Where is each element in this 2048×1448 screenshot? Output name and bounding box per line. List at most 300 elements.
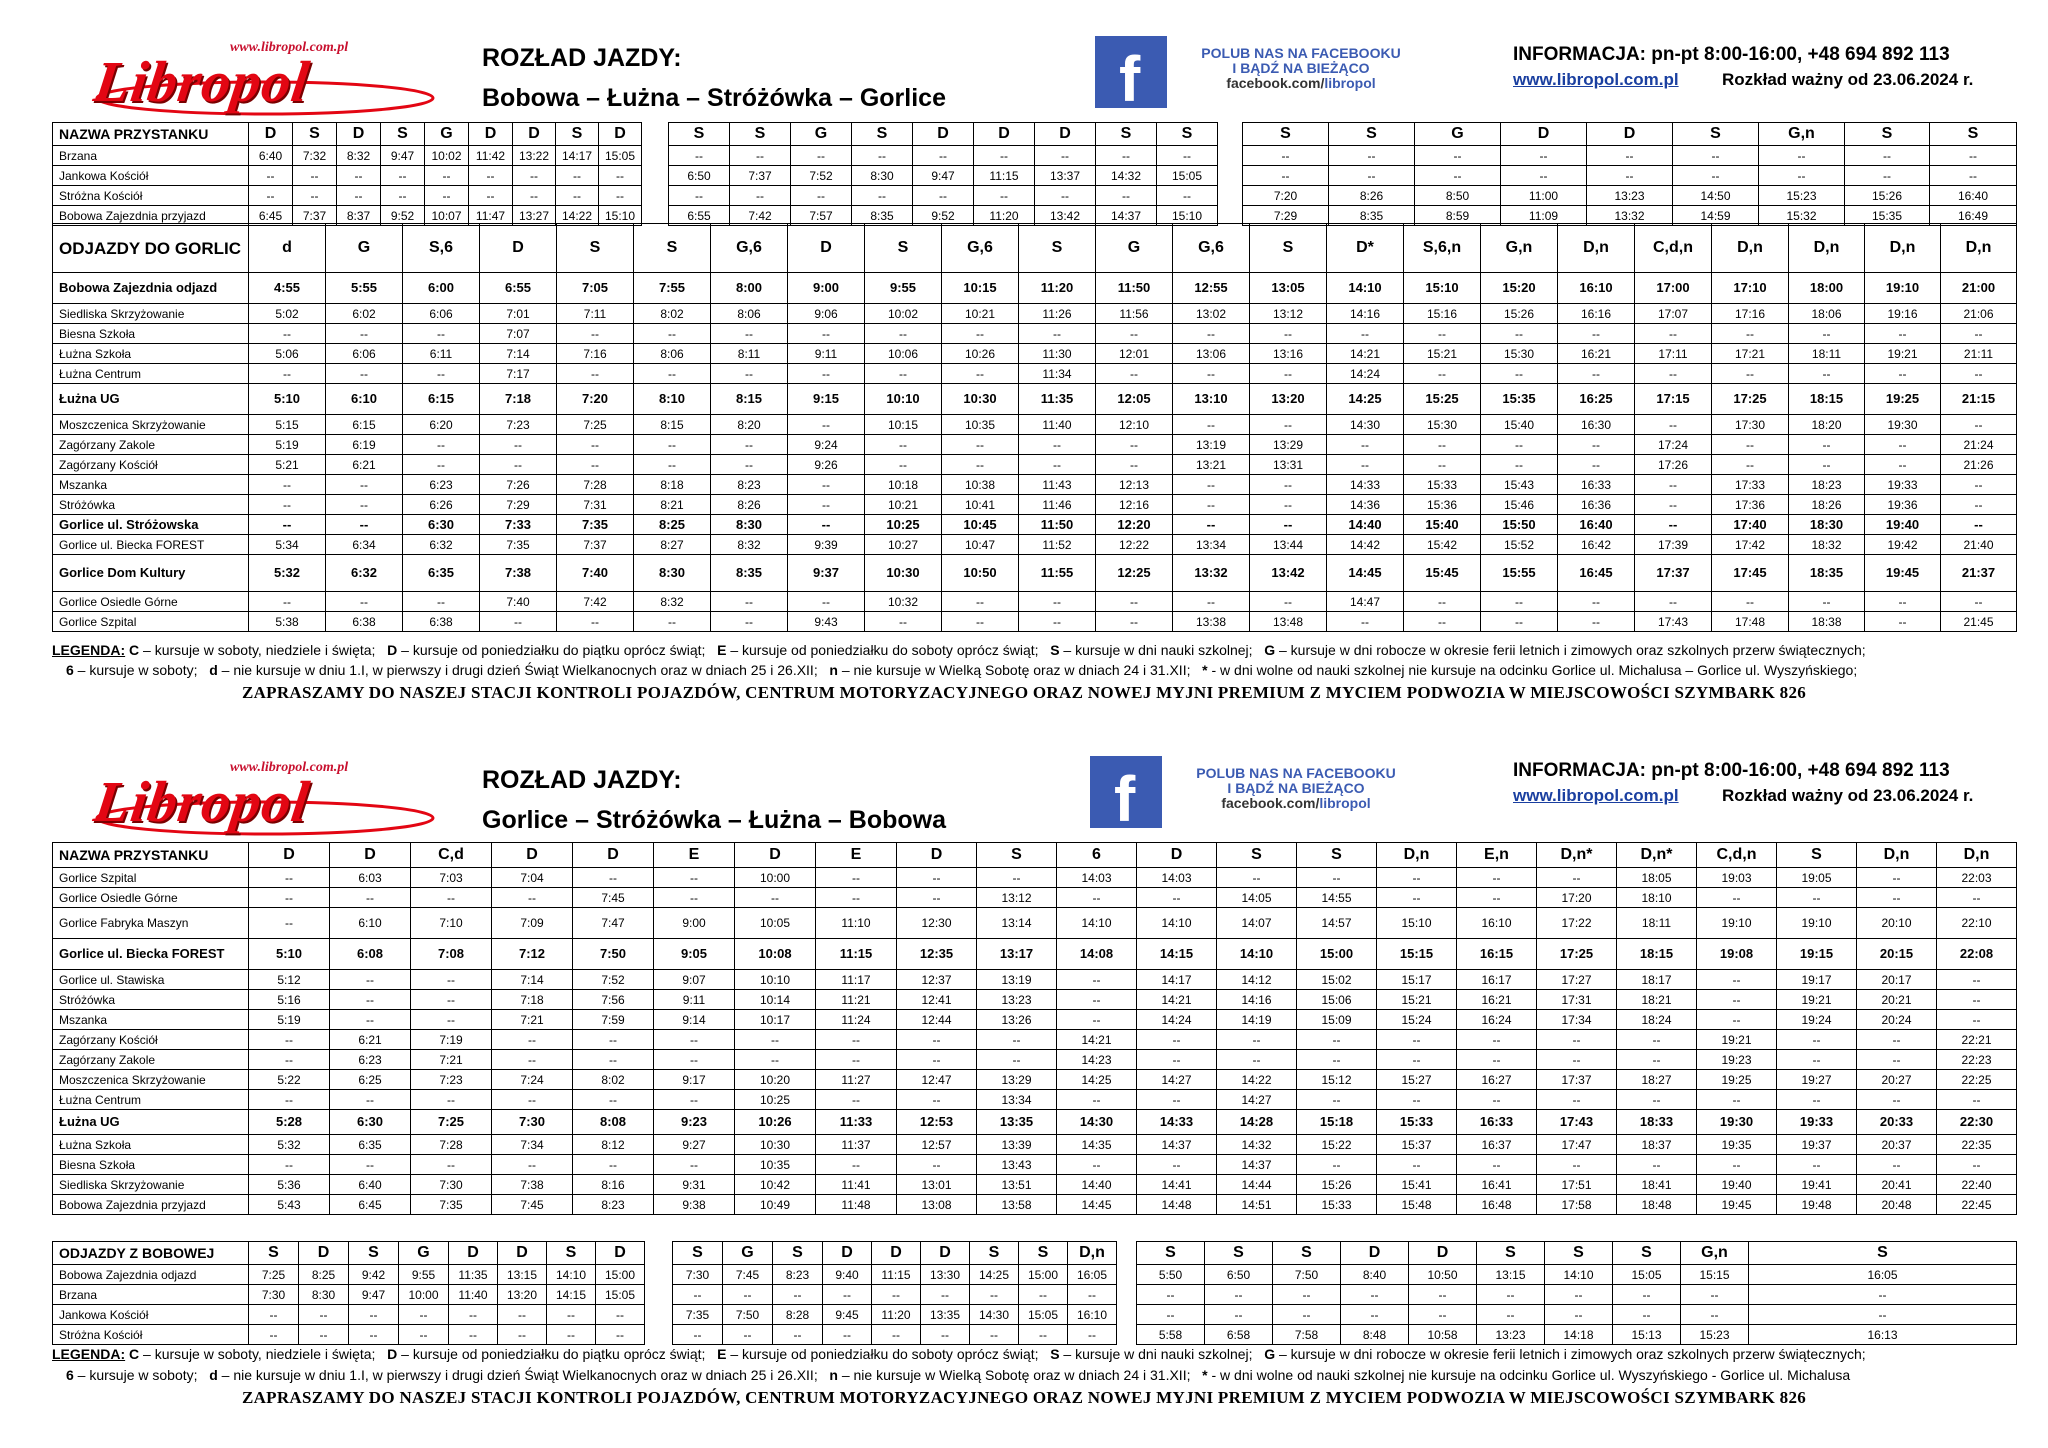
column-gap (642, 186, 669, 206)
departure-time: -- (1712, 364, 1789, 384)
departure-time: -- (349, 1325, 399, 1345)
departure-time: 9:00 (788, 273, 865, 304)
course-code: D,n (1712, 224, 1789, 273)
departure-time: 14:25 (1057, 1070, 1137, 1090)
departure-time: -- (1457, 1030, 1537, 1050)
departure-time: -- (1250, 475, 1327, 495)
departure-time: -- (654, 1155, 735, 1175)
departure-time: 9:26 (788, 455, 865, 475)
timetable-top-section (52, 122, 2017, 226)
departure-time: -- (1096, 592, 1173, 612)
stop-name: Gorlice ul. Stawiska (53, 970, 249, 990)
departure-time: 12:01 (1096, 344, 1173, 364)
departure-time: -- (249, 495, 326, 515)
table-row (53, 868, 2017, 888)
departure-time: 11:50 (1096, 273, 1173, 304)
header-row (53, 224, 2017, 273)
departure-time: 15:02 (1297, 970, 1377, 990)
departure-time: 7:12 (492, 939, 573, 970)
departure-time: 10:21 (865, 495, 942, 515)
departure-time: -- (673, 1285, 723, 1305)
departure-time: 14:24 (1137, 1010, 1217, 1030)
stop-name: Siedliska Skrzyżowanie (53, 304, 249, 324)
departure-time: -- (1712, 592, 1789, 612)
departure-time: -- (823, 1325, 872, 1345)
departure-time: 15:41 (1377, 1175, 1457, 1195)
departure-time: 20:21 (1857, 990, 1937, 1010)
departure-time: 17:31 (1537, 990, 1617, 1010)
departure-time: -- (1019, 324, 1096, 344)
departure-time: -- (1712, 455, 1789, 475)
departure-time: 15:15 (1681, 1265, 1749, 1285)
departure-time: 14:10 (1217, 939, 1297, 970)
departure-time: 8:25 (634, 515, 711, 535)
departure-time: 7:20 (1243, 186, 1329, 206)
departure-time: 15:35 (1845, 206, 1930, 226)
departure-time: -- (1777, 1090, 1857, 1110)
departure-time: 8:02 (634, 304, 711, 324)
departure-time: 6:06 (326, 344, 403, 364)
departure-time: 12:10 (1096, 415, 1173, 435)
departure-time: -- (492, 888, 573, 908)
course-code: E,n (1457, 843, 1537, 868)
departure-time: -- (249, 1325, 299, 1345)
departure-time: 7:45 (492, 1195, 573, 1215)
departure-time: -- (735, 888, 816, 908)
departure-time: 13:34 (977, 1090, 1057, 1110)
departure-time: -- (942, 592, 1019, 612)
stop-name: Zagórzany Kościół (53, 455, 249, 475)
facebook-banner[interactable] (1090, 756, 1420, 835)
departure-time: 14:24 (1327, 364, 1404, 384)
header-row (53, 843, 2017, 868)
departure-time: -- (1857, 1050, 1937, 1070)
departure-time: -- (711, 455, 788, 475)
departure-time: -- (1613, 1305, 1681, 1325)
departure-time: 5:16 (249, 990, 330, 1010)
course-code: S (977, 843, 1057, 868)
course-code: D* (1327, 224, 1404, 273)
departure-time: -- (634, 455, 711, 475)
departure-time: 11:52 (1019, 535, 1096, 555)
departure-time: -- (1217, 1050, 1297, 1070)
departure-time: 18:33 (1617, 1110, 1697, 1135)
departure-time: -- (1617, 1155, 1697, 1175)
course-code: D,n* (1537, 843, 1617, 868)
course-code: D (330, 843, 411, 868)
departure-time: 17:40 (1712, 515, 1789, 535)
departure-time: 18:10 (1617, 888, 1697, 908)
departure-time: 16:33 (1457, 1110, 1537, 1135)
departure-time: 9:52 (381, 206, 425, 226)
departure-time: -- (1096, 146, 1157, 166)
departure-time: -- (669, 146, 730, 166)
departure-time: 19:33 (1777, 1110, 1857, 1135)
departure-time: -- (788, 324, 865, 344)
departure-time: 10:50 (1409, 1265, 1477, 1285)
column-gap (1218, 146, 1243, 166)
departure-time: 14:27 (1137, 1070, 1217, 1090)
departure-time: 19:27 (1777, 1070, 1857, 1090)
departure-time: 7:32 (293, 146, 337, 166)
table-row (53, 1195, 2017, 1215)
departure-time: 19:37 (1777, 1135, 1857, 1155)
departure-time: 7:20 (557, 384, 634, 415)
course-code: G (723, 1242, 773, 1265)
departure-time: 6:21 (330, 1030, 411, 1050)
table-row (53, 1285, 2017, 1305)
departure-time: 17:37 (1635, 555, 1712, 592)
legend-line-2: 6 – kursuje w soboty; d – nie kursuje w dniu 1.I, w pierwszy i drugi dzień Świąt Wielkanocnych oraz w dniach 25 i 26.XII; n – nie kursuje w Wielką Sobotę oraz w dniach 24 i 31.XII; * - w dni wolne od nauki szkolnej nie kursuje na odcinku Gorlice ul. Wyszyńskiego - Gorlice ul. Michalusa (66, 1367, 1851, 1383)
departure-time: -- (942, 364, 1019, 384)
departure-time: 5:21 (249, 455, 326, 475)
departure-time: 17:16 (1712, 304, 1789, 324)
departure-time: 11:20 (872, 1305, 921, 1325)
departure-time: 19:15 (1777, 939, 1857, 970)
departure-time: 17:24 (1635, 435, 1712, 455)
course-code: G,n (1759, 123, 1845, 146)
departure-time: 6:11 (403, 344, 480, 364)
stop-name: Jankowa Kościół (53, 166, 249, 186)
departure-time: -- (1096, 612, 1173, 632)
course-code: C,d,n (1697, 843, 1777, 868)
departure-time: -- (1857, 1155, 1937, 1175)
departure-time: 7:52 (791, 166, 852, 186)
departure-time: -- (711, 435, 788, 455)
departure-time: 18:30 (1789, 515, 1865, 535)
column-gap (1117, 1305, 1137, 1325)
facebook-banner[interactable] (1095, 36, 1425, 115)
departure-time: -- (1173, 495, 1250, 515)
table-row (53, 384, 2017, 415)
departure-time: 15:05 (1019, 1305, 1068, 1325)
departure-time: 12:25 (1096, 555, 1173, 592)
departure-time: 13:37 (1035, 166, 1096, 186)
departure-time: -- (897, 1155, 977, 1175)
departure-time: 20:37 (1857, 1135, 1937, 1155)
departure-time: -- (1537, 868, 1617, 888)
column-gap (642, 123, 669, 146)
departure-time: 7:25 (411, 1110, 492, 1135)
departure-time: 13:15 (498, 1265, 547, 1285)
departure-time: -- (249, 1305, 299, 1325)
departure-time: 10:26 (735, 1110, 816, 1135)
departure-time: 14:48 (1137, 1195, 1217, 1215)
departure-time: 8:59 (1415, 206, 1501, 226)
departure-time: -- (942, 612, 1019, 632)
departure-time: -- (913, 186, 974, 206)
departure-time: 20:33 (1857, 1110, 1937, 1135)
departure-time: -- (1173, 475, 1250, 495)
header-row (53, 123, 2017, 146)
departure-time: 14:41 (1137, 1175, 1217, 1195)
course-code: S (1019, 1242, 1068, 1265)
facebook-line1: POLUB NAS NA FACEBOOKU (1196, 765, 1396, 781)
departure-time: -- (1250, 515, 1327, 535)
departure-time: -- (1941, 475, 2017, 495)
departure-time: -- (735, 1050, 816, 1070)
departure-time: -- (921, 1285, 970, 1305)
departure-time: -- (326, 592, 403, 612)
departure-time: 7:07 (480, 324, 557, 344)
departure-time: 8:25 (299, 1265, 349, 1285)
departure-time: -- (1205, 1285, 1273, 1305)
departure-time: 6:15 (326, 415, 403, 435)
departure-time: -- (791, 146, 852, 166)
departure-time: 9:47 (381, 146, 425, 166)
stop-name-header: ODJAZDY Z BOBOWEJ (53, 1242, 249, 1265)
departure-time: -- (654, 1090, 735, 1110)
departure-time: -- (1635, 515, 1712, 535)
departure-time: -- (1341, 1305, 1409, 1325)
departure-time: 10:49 (735, 1195, 816, 1215)
departure-time: -- (711, 324, 788, 344)
course-code: D (492, 843, 573, 868)
departure-time: 16:49 (1930, 206, 2017, 226)
departure-time: -- (865, 612, 942, 632)
departure-time: -- (1327, 435, 1404, 455)
departure-time: -- (1865, 592, 1941, 612)
departure-time: 18:11 (1617, 908, 1697, 939)
departure-time: -- (326, 515, 403, 535)
departure-time: 15:52 (1481, 535, 1558, 555)
departure-time: 16:16 (1558, 304, 1635, 324)
departure-time: -- (1749, 1285, 2017, 1305)
departure-time: -- (723, 1285, 773, 1305)
departure-time: 14:10 (1137, 908, 1217, 939)
departure-time: 15:21 (1404, 344, 1481, 364)
departure-time: -- (1377, 1030, 1457, 1050)
departure-time: 16:48 (1457, 1195, 1537, 1215)
departure-time: -- (970, 1285, 1019, 1305)
departure-time: 7:55 (634, 273, 711, 304)
departure-time: 18:11 (1789, 344, 1865, 364)
departure-time: -- (498, 1325, 547, 1345)
stop-name: Stróżówka (53, 990, 249, 1010)
departure-time: 19:05 (1777, 868, 1857, 888)
course-code: S (556, 123, 599, 146)
departure-time: -- (1777, 888, 1857, 908)
table-row (53, 475, 2017, 495)
departure-time: -- (1545, 1305, 1613, 1325)
website-link[interactable]: www.libropol.com.pl (1513, 70, 1679, 89)
departure-time: 16:15 (1457, 939, 1537, 970)
departure-time: 7:38 (492, 1175, 573, 1195)
header-row (53, 1242, 2017, 1265)
table-row (53, 515, 2017, 535)
departure-time: 7:30 (673, 1265, 723, 1285)
info-phone: INFORMACJA: pn-pt 8:00-16:00, +48 694 892 113 (1513, 44, 1950, 65)
departure-time: 7:10 (411, 908, 492, 939)
departure-time: 14:42 (1327, 535, 1404, 555)
departure-time: -- (1377, 868, 1457, 888)
departure-time: 11:00 (1501, 186, 1587, 206)
departure-time: 7:19 (411, 1030, 492, 1050)
departure-time: -- (1857, 888, 1937, 908)
departure-time: 14:07 (1217, 908, 1297, 939)
departure-time: -- (469, 186, 513, 206)
departure-time: 10:05 (735, 908, 816, 939)
departure-time: -- (1587, 146, 1673, 166)
departure-time: -- (1617, 1050, 1697, 1070)
departure-time: -- (330, 1090, 411, 1110)
departure-time: 9:40 (823, 1265, 872, 1285)
departure-time: 13:51 (977, 1175, 1057, 1195)
departure-time: 5:38 (249, 612, 326, 632)
departure-time: -- (1697, 1155, 1777, 1175)
departure-time: 14:32 (1096, 166, 1157, 186)
departure-time: -- (852, 146, 913, 166)
departure-time: 6:23 (403, 475, 480, 495)
departure-time: 20:27 (1857, 1070, 1937, 1090)
departure-time: 12:13 (1096, 475, 1173, 495)
departure-time: 14:10 (1545, 1265, 1613, 1285)
departure-time: -- (326, 495, 403, 515)
departure-time: 19:45 (1697, 1195, 1777, 1215)
departure-time: 14:33 (1137, 1110, 1217, 1135)
logo-url: www.libropol.com.pl (230, 40, 349, 55)
departure-time: -- (1019, 1325, 1068, 1345)
course-code: G (1415, 123, 1501, 146)
departure-time: -- (1019, 1285, 1068, 1305)
departure-time: -- (1501, 166, 1587, 186)
departure-time: 13:26 (977, 1010, 1057, 1030)
departure-time: -- (872, 1325, 921, 1345)
departure-time: 22:08 (1937, 939, 2017, 970)
departure-time: 13:44 (1250, 535, 1327, 555)
table-row (53, 612, 2017, 632)
course-code: D (913, 123, 974, 146)
table-row (53, 1305, 2017, 1325)
course-code: S (1243, 123, 1329, 146)
departure-time: 14:21 (1057, 1030, 1137, 1050)
departure-time: 13:20 (498, 1285, 547, 1305)
course-code: G,6 (711, 224, 788, 273)
departure-time: 19:25 (1865, 384, 1941, 415)
course-code: G (399, 1242, 449, 1265)
departure-time: -- (1457, 888, 1537, 908)
logo-url: www.libropol.com.pl (230, 760, 349, 775)
departure-time: -- (1297, 1155, 1377, 1175)
departure-time: 21:15 (1941, 384, 2017, 415)
departure-time: -- (1273, 1305, 1341, 1325)
departure-time: 14:16 (1217, 990, 1297, 1010)
departure-time: 13:02 (1173, 304, 1250, 324)
course-code: S (1137, 1242, 1205, 1265)
departure-time: -- (411, 970, 492, 990)
departure-time: 5:43 (249, 1195, 330, 1215)
course-code: D (823, 1242, 872, 1265)
departure-time: 14:40 (1327, 515, 1404, 535)
departure-time: 13:21 (1173, 455, 1250, 475)
departure-time: 5:19 (249, 1010, 330, 1030)
departure-time: 7:16 (557, 344, 634, 364)
departure-time: -- (654, 868, 735, 888)
departure-time: 7:42 (557, 592, 634, 612)
stop-name: Biesna Szkoła (53, 1155, 249, 1175)
stop-name-header: NAZWA PRZYSTANKU (53, 123, 249, 146)
departure-time: 17:42 (1712, 535, 1789, 555)
departure-time: 8:21 (634, 495, 711, 515)
departure-time: 10:20 (735, 1070, 816, 1090)
departure-time: -- (897, 868, 977, 888)
departure-time: -- (337, 186, 381, 206)
course-code: d (249, 224, 326, 273)
departure-time: 14:03 (1137, 868, 1217, 888)
table-row (53, 1090, 2017, 1110)
departure-time: 13:19 (977, 970, 1057, 990)
departure-time: 14:51 (1217, 1195, 1297, 1215)
departure-time: 14:30 (1327, 415, 1404, 435)
departure-time: -- (1635, 495, 1712, 515)
departure-time: 9:11 (788, 344, 865, 364)
departure-time: 19:40 (1697, 1175, 1777, 1195)
departure-time: 11:35 (1019, 384, 1096, 415)
departure-time: -- (1457, 1090, 1537, 1110)
departure-time: 13:15 (1477, 1265, 1545, 1285)
departure-time: 6:08 (330, 939, 411, 970)
departure-time: 10:35 (942, 415, 1019, 435)
departure-time: 6:50 (669, 166, 730, 186)
departure-time: 19:30 (1865, 415, 1941, 435)
departure-time: 15:15 (1377, 939, 1457, 970)
departure-time: 7:11 (557, 304, 634, 324)
column-gap (1218, 166, 1243, 186)
departure-time: 14:10 (1327, 273, 1404, 304)
departure-time: 15:00 (596, 1265, 645, 1285)
website-link[interactable]: www.libropol.com.pl (1513, 786, 1679, 805)
departure-time: 7:01 (480, 304, 557, 324)
departure-time: 13:48 (1250, 612, 1327, 632)
course-code: S (547, 1242, 596, 1265)
departure-time: -- (326, 475, 403, 495)
departure-time: -- (1019, 612, 1096, 632)
course-code: D (480, 224, 557, 273)
departure-time: -- (1937, 1010, 2017, 1030)
departure-time: -- (1673, 146, 1759, 166)
departure-time: 5:50 (1137, 1265, 1205, 1285)
departure-time: 8:23 (573, 1195, 654, 1215)
departure-time: 15:50 (1481, 515, 1558, 535)
departure-time: -- (573, 1030, 654, 1050)
departure-time: 9:11 (654, 990, 735, 1010)
departure-time: 15:10 (1157, 206, 1218, 226)
departure-time: 19:48 (1777, 1195, 1857, 1215)
departure-time: 7:05 (557, 273, 634, 304)
departure-time: 11:21 (816, 990, 897, 1010)
departure-time: -- (1137, 888, 1217, 908)
departure-time: 7:25 (557, 415, 634, 435)
departure-time: 7:26 (480, 475, 557, 495)
departure-time: 9:38 (654, 1195, 735, 1215)
departure-time: 16:21 (1457, 990, 1537, 1010)
departure-time: 7:18 (492, 990, 573, 1010)
departure-time: -- (425, 166, 469, 186)
departure-time: 10:10 (865, 384, 942, 415)
departure-time: 5:22 (249, 1070, 330, 1090)
departure-time: -- (865, 324, 942, 344)
departure-time: 6:10 (330, 908, 411, 939)
departure-time: -- (1327, 612, 1404, 632)
departure-time: -- (469, 166, 513, 186)
departure-time: 10:27 (865, 535, 942, 555)
departure-time: -- (480, 612, 557, 632)
advert-banner: ZAPRASZAMY DO NASZEJ STACJI KONTROLI POJAZDÓW, CENTRUM MOTORYZACYJNEGO ORAZ NOWEJ MYJNI PREMIUM Z MYCIEM PODWOZIA W MIEJSCOWOŚCI SZYMBARK 826 (241, 1388, 1807, 1407)
departure-time: 10:10 (735, 970, 816, 990)
departure-time: 7:31 (557, 495, 634, 515)
course-code: S (1777, 843, 1857, 868)
departure-time: 14:17 (1137, 970, 1217, 990)
